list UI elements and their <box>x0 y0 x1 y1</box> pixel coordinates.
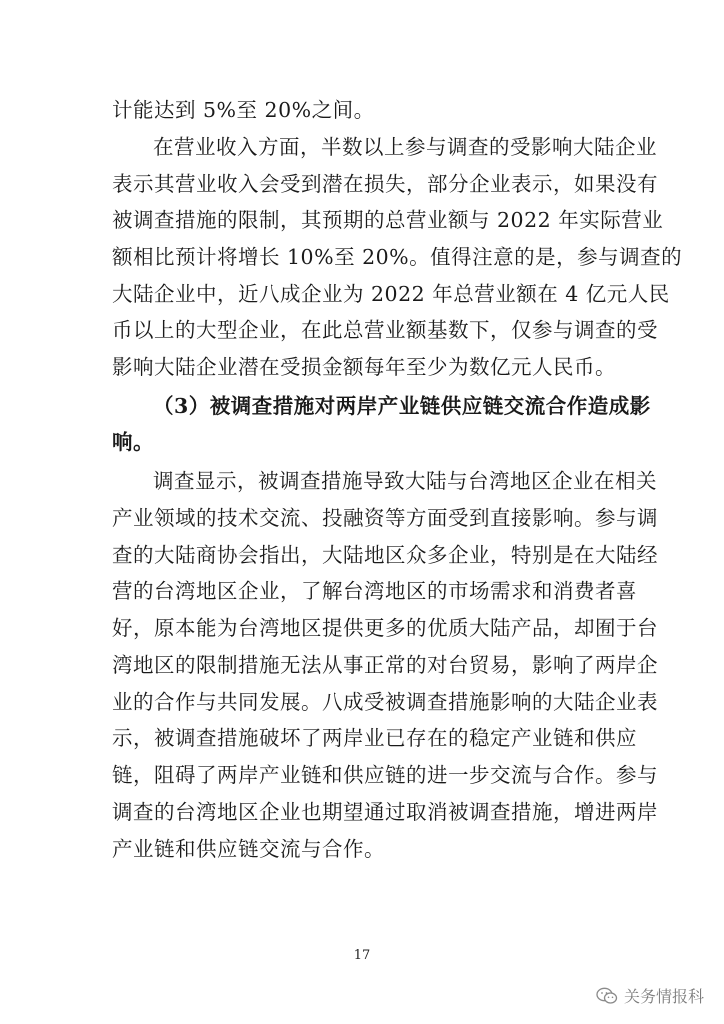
section-heading: 响。 <box>112 430 154 454</box>
wechat-icon <box>596 987 618 1005</box>
paragraph-line: 被调查措施的限制，其预期的总营业额与 2022 年实际营业 <box>112 208 664 232</box>
paragraph-line: 表示其营业收入会受到潜在损失，部分企业表示，如果没有 <box>112 172 658 196</box>
paragraph-line: 好，原本能为台湾地区提供更多的优质大陆产品，却囿于台 <box>112 616 658 640</box>
paragraph-line: 产业链和供应链交流与合作。 <box>112 837 385 861</box>
paragraph-line: 大陆企业中，近八成企业为 2022 年总营业额在 4 亿元人民 <box>112 282 670 306</box>
paragraph-line: 币以上的大型企业，在此总营业额基数下，仅参与调查的受 <box>112 318 658 342</box>
paragraph-line: 额相比预计将增长 10%至 20%。值得注意的是，参与调查的 <box>112 245 683 269</box>
paragraph-line: 产业领域的技术交流、投融资等方面受到直接影响。参与调 <box>112 506 658 530</box>
paragraph-line: 湾地区的限制措施无法从事正常的对台贸易，影响了两岸企 <box>112 653 658 677</box>
watermark <box>596 984 704 1007</box>
paragraph-line: 营的台湾地区企业，了解台湾地区的市场需求和消费者喜 <box>112 579 637 603</box>
paragraph-line: 影响大陆企业潜在受损金额每年至少为数亿元人民币。 <box>112 355 616 379</box>
page-number: 17 <box>353 948 371 963</box>
paragraph-line: 查的大陆商协会指出，大陆地区众多企业，特别是在大陆经 <box>112 543 658 567</box>
paragraph-line: 调查显示，被调查措施导致大陆与台湾地区企业在相关 <box>153 469 657 493</box>
paragraph-line: 调查的台湾地区企业也期望通过取消被调查措施，增进两岸 <box>112 800 658 824</box>
paragraph-line: 在营业收入方面，半数以上参与调查的受影响大陆企业 <box>153 135 657 159</box>
watermark-text: 关务情报科 <box>623 987 704 1006</box>
paragraph-line: 链，阻碍了两岸产业链和供应链的进一步交流与合作。参与 <box>112 763 658 787</box>
paragraph-line: 业的合作与共同发展。八成受被调查措施影响的大陆企业表 <box>112 690 658 714</box>
paragraph-line: 计能达到 5%至 20%之间。 <box>112 98 375 122</box>
paragraph-line: 示，被调查措施破坏了两岸业已存在的稳定产业链和供应 <box>112 726 637 750</box>
section-heading: （3）被调查措施对两岸产业链供应链交流合作造成影 <box>153 394 651 418</box>
